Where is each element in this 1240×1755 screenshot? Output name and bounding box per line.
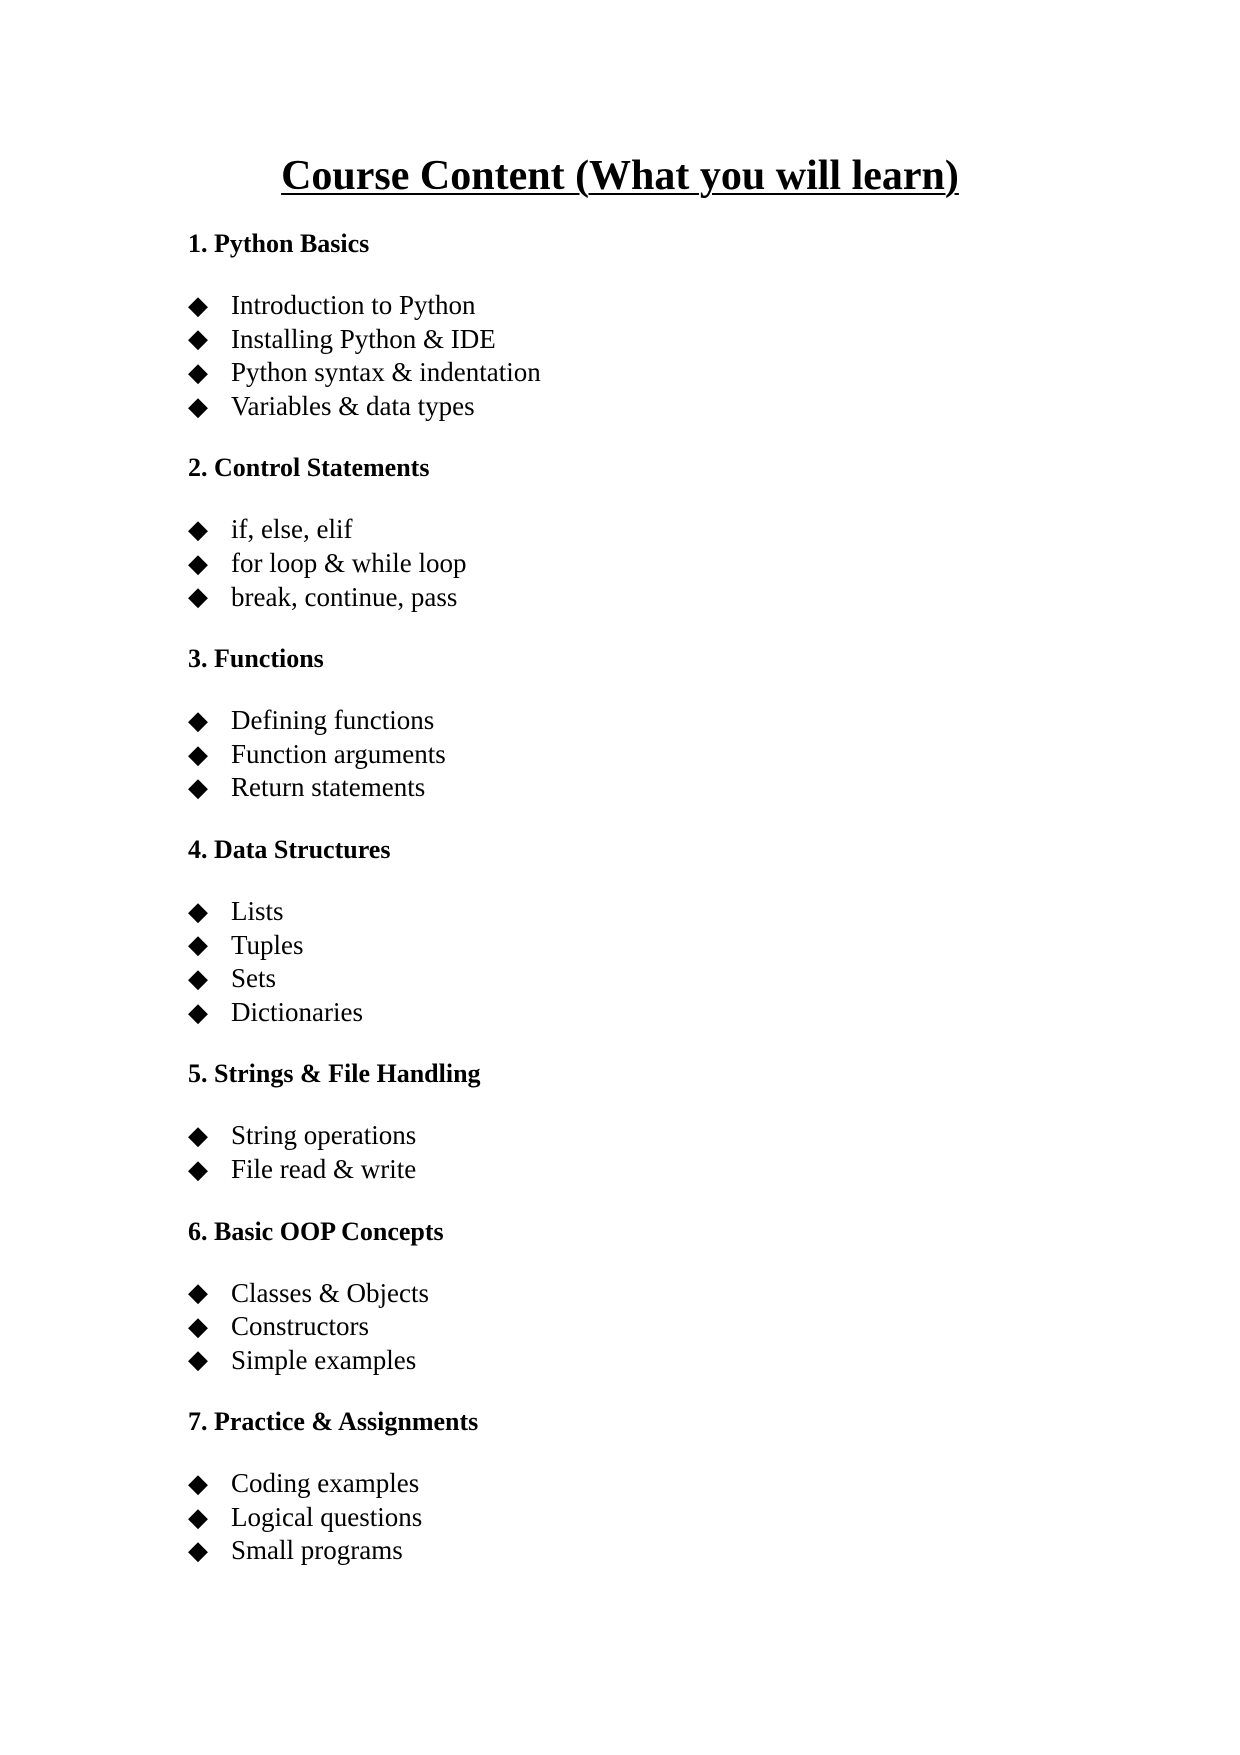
- list-item: [188, 1277, 1088, 1311]
- black-diamond-icon: ◆: [188, 930, 208, 961]
- black-diamond-icon: ◆: [188, 515, 208, 546]
- course-section: [188, 1214, 1088, 1378]
- list-item: [188, 1501, 1088, 1535]
- black-diamond-icon: ◆: [188, 1121, 208, 1152]
- list-item: [188, 996, 1088, 1030]
- black-diamond-icon: ◆: [188, 324, 208, 355]
- bullet-list: [188, 513, 1088, 614]
- list-item-text: Logical questions: [231, 1501, 423, 1532]
- list-item-text: Classes & Objects: [231, 1277, 429, 1308]
- list-item-text: if, else, elif: [231, 514, 353, 545]
- list-item: [188, 547, 1088, 581]
- list-item-text: Return statements: [231, 772, 426, 803]
- list-item-text: Coding examples: [231, 1468, 420, 1499]
- page-title-text: Course Content (What you will learn): [281, 153, 959, 199]
- list-item-text: Simple examples: [231, 1344, 417, 1375]
- course-section: [188, 832, 1088, 1029]
- bullet-list: [188, 1277, 1088, 1378]
- course-section: [188, 1056, 1088, 1186]
- black-diamond-icon: ◆: [188, 548, 208, 579]
- course-content-list: [188, 226, 1088, 1595]
- list-item-text: Sets: [231, 963, 277, 994]
- bullet-list: [188, 895, 1088, 1029]
- black-diamond-icon: ◆: [188, 705, 208, 736]
- list-item: [188, 771, 1088, 805]
- black-diamond-icon: ◆: [188, 739, 208, 770]
- list-item-text: Constructors: [231, 1311, 369, 1342]
- black-diamond-icon: ◆: [188, 391, 208, 422]
- black-diamond-icon: ◆: [188, 1536, 208, 1567]
- list-item: [188, 704, 1088, 738]
- bullet-list: [188, 704, 1088, 805]
- black-diamond-icon: ◆: [188, 1469, 208, 1500]
- section-heading: 2. Control Statements: [188, 453, 430, 483]
- list-item: [188, 962, 1088, 996]
- black-diamond-icon: ◆: [188, 357, 208, 388]
- list-item: [188, 289, 1088, 323]
- list-item: [188, 390, 1088, 424]
- list-item-text: Python syntax & indentation: [231, 357, 541, 388]
- list-item-text: Variables & data types: [231, 390, 475, 421]
- list-item: [188, 895, 1088, 929]
- black-diamond-icon: ◆: [188, 1278, 208, 1309]
- list-item: [188, 929, 1088, 963]
- section-heading: 5. Strings & File Handling: [188, 1059, 481, 1089]
- list-item-text: String operations: [231, 1120, 417, 1151]
- course-section: [188, 641, 1088, 805]
- list-item: [188, 356, 1088, 390]
- section-heading: 3. Functions: [188, 644, 324, 674]
- list-item: [188, 1344, 1088, 1378]
- black-diamond-icon: ◆: [188, 582, 208, 613]
- black-diamond-icon: ◆: [188, 773, 208, 804]
- list-item-text: break, continue, pass: [231, 581, 458, 612]
- black-diamond-icon: ◆: [188, 896, 208, 927]
- list-item-text: for loop & while loop: [231, 547, 467, 578]
- list-item: [188, 1467, 1088, 1501]
- list-item-text: Installing Python & IDE: [231, 323, 496, 354]
- list-item-text: Small programs: [231, 1535, 403, 1566]
- list-item: [188, 738, 1088, 772]
- section-heading: 1. Python Basics: [188, 229, 370, 258]
- black-diamond-icon: ◆: [188, 1154, 208, 1185]
- bullet-list: [188, 289, 1088, 423]
- list-item: [188, 581, 1088, 615]
- list-item: [188, 1534, 1088, 1568]
- bullet-list: [188, 1467, 1088, 1568]
- bullet-list: [188, 1119, 1088, 1186]
- list-item-text: File read & write: [231, 1153, 417, 1184]
- page-title: [0, 148, 1240, 204]
- black-diamond-icon: ◆: [188, 1311, 208, 1342]
- list-item-text: Lists: [231, 895, 284, 926]
- list-item-text: Introduction to Python: [231, 290, 476, 320]
- section-heading: 4. Data Structures: [188, 834, 391, 864]
- black-diamond-icon: ◆: [188, 1345, 208, 1376]
- section-heading: 7. Practice & Assignments: [188, 1407, 479, 1437]
- list-item: [188, 513, 1088, 547]
- section-heading: 6. Basic OOP Concepts: [188, 1216, 444, 1246]
- black-diamond-icon: ◆: [188, 997, 208, 1028]
- course-section: [188, 1404, 1088, 1568]
- black-diamond-icon: ◆: [188, 1502, 208, 1533]
- list-item-text: Function arguments: [231, 738, 446, 769]
- list-item: [188, 323, 1088, 357]
- list-item-text: Dictionaries: [231, 996, 363, 1027]
- list-item: [188, 1310, 1088, 1344]
- course-section: [188, 226, 1088, 423]
- list-item: [188, 1119, 1088, 1153]
- list-item-text: Tuples: [231, 929, 304, 960]
- course-section: [188, 450, 1088, 614]
- list-item-text: Defining functions: [231, 705, 435, 736]
- black-diamond-icon: ◆: [188, 290, 208, 321]
- list-item: [188, 1153, 1088, 1187]
- black-diamond-icon: ◆: [188, 963, 208, 994]
